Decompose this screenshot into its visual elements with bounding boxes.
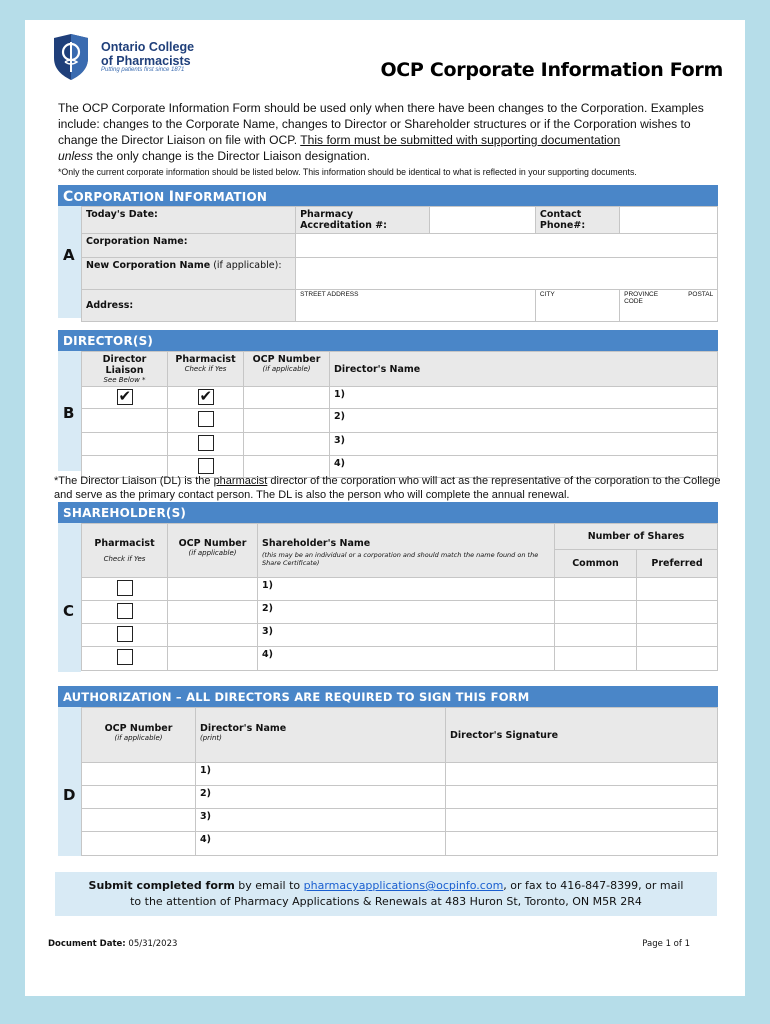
shareholder-name-row[interactable]: 4) <box>258 647 555 671</box>
checkbox-icon[interactable] <box>198 435 214 451</box>
document-date: Document Date: 05/31/2023 <box>48 939 178 949</box>
common-header: Common <box>555 550 637 578</box>
signature-field[interactable] <box>446 763 718 786</box>
logo-tagline: Putting patients first since 1871 <box>101 67 185 73</box>
section-d-band <box>58 707 81 856</box>
director-name-row[interactable]: 2) <box>330 409 718 433</box>
sh-pharmacist-check-4[interactable] <box>82 647 168 671</box>
ocp-number-header: OCP Number (if applicable) <box>244 352 330 387</box>
common-field[interactable] <box>555 578 637 601</box>
logo-line-1: Ontario College <box>101 40 195 54</box>
director-name-header: Director's Name <box>330 352 718 387</box>
pharmacist-check-1[interactable] <box>168 387 244 409</box>
sh-pharmacist-check-2[interactable] <box>82 601 168 624</box>
section-d-letter: D <box>63 786 76 804</box>
section-d-heading: AUTHORIZATION – ALL DIRECTORS ARE REQUIRED TO SIGN THIS FORM <box>58 686 718 707</box>
intro-paragraph <box>58 100 728 164</box>
director-liaison-header: Director Liaison See Below * <box>82 352 168 387</box>
auth-director-name-header: Director's Name (print) <box>196 708 446 763</box>
contact-phone-field[interactable] <box>620 207 718 234</box>
liaison-check-1[interactable] <box>82 387 168 409</box>
section-c-band <box>58 523 81 672</box>
common-field[interactable] <box>555 624 637 647</box>
auth-ocp-field[interactable] <box>82 832 196 856</box>
ocp-number-field[interactable] <box>244 387 330 409</box>
section-b-heading: DIRECTOR(S) <box>58 330 718 351</box>
sh-ocp-field[interactable] <box>168 601 258 624</box>
auth-director-name-row[interactable]: 2) <box>196 786 446 809</box>
checkbox-checked-icon[interactable] <box>117 389 133 405</box>
director-signature-header: Director's Signature <box>446 708 718 763</box>
ocp-number-field[interactable] <box>244 433 330 456</box>
corporate-info-note: *Only the current corporate information should be listed below. This information should be identical to what is reflected in your supporting documents. <box>58 167 637 177</box>
common-field[interactable] <box>555 647 637 671</box>
checkbox-icon[interactable] <box>117 649 133 665</box>
ocp-number-field[interactable] <box>244 409 330 433</box>
logo-line-2: of Pharmacists <box>101 54 191 68</box>
section-a-heading: CORPORATION INFORMATION <box>58 185 718 206</box>
auth-ocp-field[interactable] <box>82 763 196 786</box>
number-of-shares-header: Number of Shares <box>555 524 718 550</box>
address-label: Address: <box>82 290 296 322</box>
preferred-field[interactable] <box>637 647 718 671</box>
preferred-header: Preferred <box>637 550 718 578</box>
liaison-cell[interactable] <box>82 433 168 456</box>
intro-text-1: The OCP Corporate Information Form should be used only when there have been changes to the Corporation. Examples include: changes to the Corporate Name, changes to Director or Shareholder structures or if the Corporation wishes to change the Director Liaison on file with OCP. <box>58 101 704 147</box>
form-title: OCP Corporate Information Form <box>380 59 723 81</box>
form-page <box>25 20 745 996</box>
auth-director-name-row[interactable]: 1) <box>196 763 446 786</box>
checkbox-icon[interactable] <box>117 580 133 596</box>
sh-pharmacist-header: Pharmacist Check if Yes <box>82 524 168 578</box>
checkbox-checked-icon[interactable] <box>198 389 214 405</box>
intro-emphasis: unless <box>58 149 93 163</box>
pharmacist-check-3[interactable] <box>168 433 244 456</box>
signature-field[interactable] <box>446 832 718 856</box>
intro-text-2: the only change is the Director Liaison designation. <box>92 149 370 163</box>
authorization-table <box>81 707 718 856</box>
director-name-row[interactable]: 4) <box>330 456 718 478</box>
accreditation-field[interactable] <box>429 207 535 234</box>
new-corp-name-field[interactable] <box>296 258 718 290</box>
section-a-letter: A <box>63 246 75 264</box>
section-c-letter: C <box>63 602 75 620</box>
checkbox-icon[interactable] <box>198 458 214 474</box>
director-liaison-note: *The Director Liaison (DL) is the pharmacist director of the corporation who will act as the representative of the corporation to the College and serve as the primary contact person. The DL is also the person who will complete the annual renewal. <box>54 475 721 501</box>
shareholder-name-row[interactable]: 1) <box>258 578 555 601</box>
auth-director-name-row[interactable]: 3) <box>196 809 446 832</box>
auth-ocp-field[interactable] <box>82 786 196 809</box>
auth-director-name-row[interactable]: 4) <box>196 832 446 856</box>
submit-instructions: Submit completed form by email to pharmacyapplications@ocpinfo.com, or fax to 416-847-8399, or mail to the attention of Pharmacy Applications & Renewals at 483 Huron St, Toronto, ON M5R 2R4 <box>55 872 717 916</box>
sh-pharmacist-check-3[interactable] <box>82 624 168 647</box>
sh-ocp-field[interactable] <box>168 647 258 671</box>
section-b-letter: B <box>63 404 75 422</box>
preferred-field[interactable] <box>637 601 718 624</box>
shareholders-table <box>81 523 718 671</box>
email-link[interactable]: pharmacyapplications@ocpinfo.com <box>303 879 504 892</box>
signature-field[interactable] <box>446 809 718 832</box>
sh-pharmacist-check-1[interactable] <box>82 578 168 601</box>
contact-phone-label: Contact Phone#: <box>535 207 619 234</box>
corporation-info-table <box>81 206 718 322</box>
sh-ocp-field[interactable] <box>168 578 258 601</box>
ocp-logo-shield-icon <box>52 34 90 80</box>
checkbox-icon[interactable] <box>198 411 214 427</box>
shareholder-name-header: Shareholder's Name (this may be an individual or a corporation and should match the name found on the Share Certificate) <box>258 524 555 578</box>
sh-ocp-number-header: OCP Number (if applicable) <box>168 524 258 578</box>
new-corp-name-label: New Corporation Name (if applicable): <box>82 258 296 290</box>
common-field[interactable] <box>555 601 637 624</box>
corp-name-label: Corporation Name: <box>82 234 296 258</box>
pharmacist-header: Pharmacist Check if Yes <box>168 352 244 387</box>
auth-ocp-field[interactable] <box>82 809 196 832</box>
shareholder-name-row[interactable]: 3) <box>258 624 555 647</box>
liaison-cell[interactable] <box>82 409 168 433</box>
checkbox-icon[interactable] <box>117 603 133 619</box>
directors-table <box>81 351 718 478</box>
preferred-field[interactable] <box>637 578 718 601</box>
corp-name-field[interactable] <box>296 234 718 258</box>
preferred-field[interactable] <box>637 624 718 647</box>
sh-ocp-field[interactable] <box>168 624 258 647</box>
page-number: Page 1 of 1 <box>642 939 690 949</box>
city-field[interactable]: CITY <box>535 290 619 322</box>
intro-underlined: This form must be submitted with supporting documentation <box>300 133 621 147</box>
section-c-heading: SHAREHOLDER(S) <box>58 502 718 523</box>
todays-date-label: Today's Date: <box>82 207 296 234</box>
accreditation-label: Pharmacy Accreditation #: <box>296 207 430 234</box>
director-name-row[interactable]: 3) <box>330 433 718 456</box>
auth-ocp-header: OCP Number (if applicable) <box>82 708 196 763</box>
director-name-row[interactable]: 1) <box>330 387 718 409</box>
signature-field[interactable] <box>446 786 718 809</box>
pharmacist-check-2[interactable] <box>168 409 244 433</box>
street-address-field[interactable]: STREET ADDRESS <box>296 290 536 322</box>
checkbox-icon[interactable] <box>117 626 133 642</box>
province-postal-field[interactable]: PROVINCE POSTAL CODE <box>620 290 718 322</box>
shareholder-name-row[interactable]: 2) <box>258 601 555 624</box>
